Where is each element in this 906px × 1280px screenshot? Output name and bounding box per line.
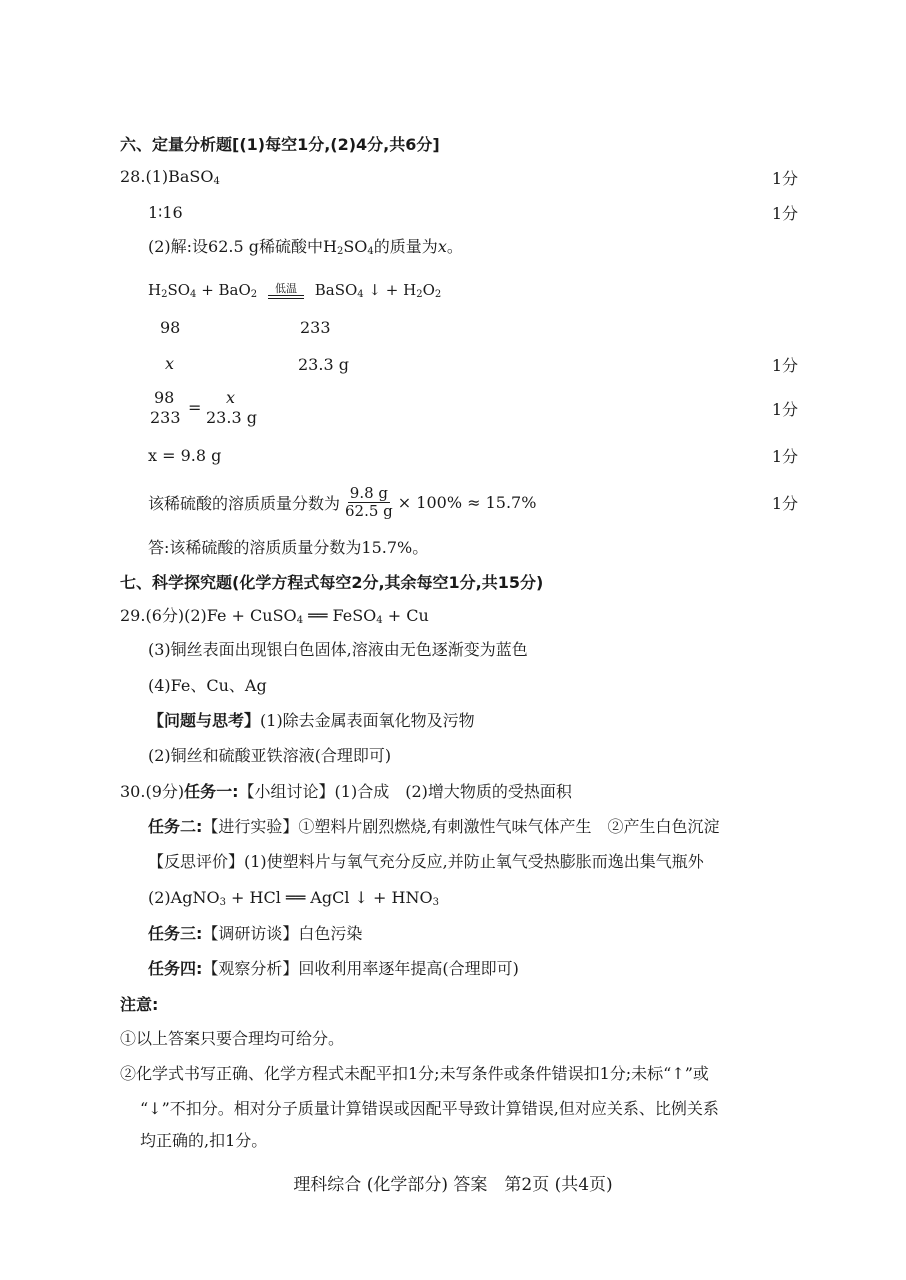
section6-title: 六、定量分析题[(1)每空1分,(2)4分,共6分] [120, 135, 440, 154]
q29-think2: (2)铜丝和硫酸亚铁溶液(合理即可) [148, 746, 392, 765]
q30-task1: 30.(9分)任务一:【小组讨论】(1)合成 (2)增大物质的受热面积 [120, 782, 572, 801]
q30-equation: (2)AgNO$_3$ + HCl ══ AgCl ↓ + $HNO_3$ [148, 888, 439, 908]
score: 1分 [771, 355, 798, 375]
q28-line2 [148, 202, 798, 222]
q28-line2-label: 1∶16 [148, 202, 183, 222]
leader-dots [233, 445, 761, 465]
score: 1分 [771, 399, 798, 419]
q28-ratio-right: x 23.3 g [206, 388, 257, 427]
leader-dots [195, 202, 762, 222]
score: 1分 [771, 168, 798, 188]
q28-given [298, 354, 798, 374]
result-value: x = 9.8 g [148, 445, 222, 465]
leader-dots [361, 354, 762, 374]
q28-line1-label: 28.(1)BaSO$_4$ [120, 167, 220, 187]
q28-ratio-row [262, 398, 798, 418]
score: 1分 [771, 493, 798, 513]
note-2-line1: ②化学式书写正确、化学方程式未配平扣1分;未写条件或条件错误扣1分;未标“↑”或 [120, 1064, 709, 1083]
page-footer: 理科综合 (化学部分) 答案 第2页 (共4页) [293, 1175, 613, 1195]
note-1: ①以上答案只要合理均可给分。 [120, 1029, 345, 1048]
mass-fraction: $\frac{9.8 g}{62.5 g}$ [345, 483, 393, 520]
q28-result [148, 445, 798, 465]
leader-dots [548, 492, 761, 512]
q30-task3: 任务三:【调研访谈】白色污染 [148, 924, 363, 943]
score: 1分 [771, 203, 798, 223]
q29-head: 29.(6分)(2)Fe + CuSO$_4$ ══ FeSO$_4$ + Cu [120, 606, 429, 626]
given-value: 23.3 g [298, 354, 349, 374]
q28-mass2: 233 [300, 318, 331, 337]
q30-task4: 任务四:【观察分析】回收利用率逐年提高(合理即可) [148, 959, 519, 978]
q28-ratio-eq: = [188, 398, 202, 417]
leader-dots [274, 398, 762, 418]
q29-line4: (4)Fe、Cu、Ag [148, 676, 267, 695]
score: 1分 [771, 446, 798, 466]
fraction-tail: × 100% ≈ 15.7% [397, 492, 537, 512]
note-2-line3: 均正确的,扣1分。 [140, 1131, 268, 1150]
q28-equation: $H_2SO_4 + BaO_2$ 低温 BaSO$_4$ ↓ + $H_2O_2$ [148, 281, 442, 300]
q29-line3: (3)铜丝表面出现银白色固体,溶液由无色逐渐变为蓝色 [148, 640, 528, 659]
q30-task2: 任务二:【进行实验】①塑料片剧烈燃烧,有刺激性气味气体产生 ②产生白色沉淀 [148, 817, 720, 836]
reaction-condition-arrow: 低温 [268, 283, 304, 299]
q28-mass1: 98 [160, 318, 181, 337]
q28-var-x: x [165, 354, 175, 373]
fraction-text: 该稀硫酸的溶质质量分数为 [148, 493, 341, 513]
note-2-line2: “↓”不扣分。相对分子质量计算错误或因配平导致计算错误,但对应关系、比例关系 [140, 1099, 719, 1118]
q28-answer: 答:该稀硫酸的溶质质量分数为15.7%。 [148, 538, 429, 557]
q28-line1 [120, 167, 798, 187]
leader-dots [232, 167, 762, 187]
notes-title: 注意: [120, 995, 159, 1014]
q30-reflect: 【反思评价】(1)使塑料片与氧气充分反应,并防止氧气受热膨胀而逸出集气瓶外 [148, 852, 704, 871]
q28-ratio-left: 98 233 [150, 388, 181, 427]
q29-think: 【问题与思考】(1)除去金属表面氧化物及污物 [148, 711, 475, 730]
q28-solve-line: (2)解:设62.5 g稀硫酸中$H_2SO_4$的质量为x。 [148, 237, 463, 257]
q28-fraction-line [148, 483, 798, 520]
section7-title: 七、科学探究题(化学方程式每空2分,其余每空1分,共15分) [120, 573, 544, 592]
